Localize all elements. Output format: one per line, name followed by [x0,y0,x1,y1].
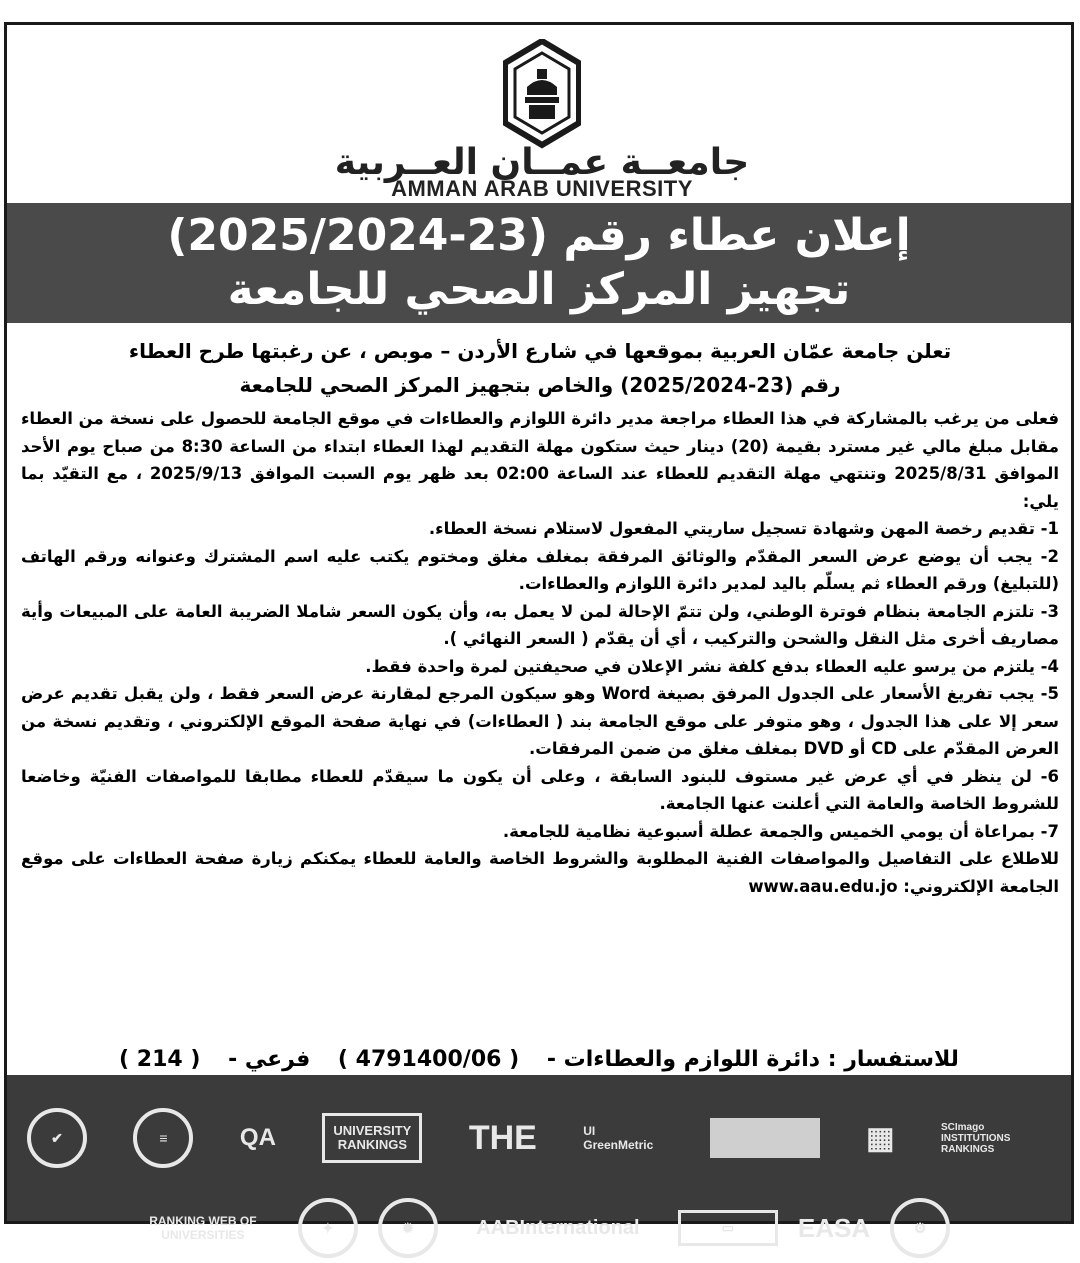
contact-ext-label: فرعي - [228,1047,311,1072]
easa-logo: EASA [797,1212,871,1243]
rankings-row [27,1193,1051,1263]
ranking-gear-icon: ⚙ [890,1198,950,1258]
the-logo: THE [468,1118,537,1157]
building-logo-icon: ▦ [866,1121,895,1155]
logo-english-name: AMMAN ARAB UNIVERSITY [391,176,693,201]
condition-item: 5- يجب تفريغ الأسعار على الجدول المرفق بصيغة Word وهو سيكون المرجع لمقارنة عرض السعر فقط ، ولن يقبل تقديم عرض سعر إلا على هذا الجدول ، وهو متوفر على موقع الجامعة بند ( العطاءات) في نهاية صفحة الموقع الإلكتروني ، وتقديم نسخة من العرض المقدّم على CD أو DVD بمغلف مغلق من ضمن المرفقات. [21,684,1060,758]
condition-item: 1- تقديم رخصة المهن وشهادة تسجيل ساريتي المفعول لاستلام نسخة العطاء. [428,519,1059,538]
rankings-row [27,1103,1051,1173]
ranking-box-logo: ▭ [678,1210,778,1246]
ranking-badge-icon: ✔ [27,1108,87,1168]
condition-item: 6- لن ينظر في أي عرض غير مستوف للبنود السابقة ، وعلى أن يكون ما سيقدّم للعطاء مطابقا للمواصفات الفنيّة وخاضعا للشروط الخاصة والعامة التي أعلنت عنها الجامعة. [21,766,1059,813]
contact-label: للاستفسار : دائرة اللوازم والعطاءات - [546,1047,959,1072]
lead-line: رقم (23-2025/2024) والخاص بتجهيز المركز الصحي للجامعة [239,373,841,397]
condition-item: 2- يجب أن يوضع عرض السعر المقدّم والوثائق المرفقة بمغلف مغلق ومختوم يكتب عليه اسم المشترك وعنوانه ورقم الهاتف (للتبليغ) ورقم العطاء ثم يسلّم باليد لمدير دائرة اللوازم والعطاءات. [21,546,1059,593]
intro-paragraph: فعلى من يرغب بالمشاركة في هذا العطاء مراجعة مدير دائرة اللوازم والعطاءات في موقع الجامعة للحصول على نسخة من العطاء مقابل مبلغ مالي غير مسترد بقيمة (20) دينار حيث ستكون مهلة التقديم لهذا العطاء ابتداء من الساعة 8:30 من صباح يوم الأحد الموافق 2025/8/31 وتنتهي مهلة التقديم للعطاء عند الساعة 02:00 بعد ظهر يوم السبت الموافق 2025/9/13 ، مع التقيّد بما يلي: [21,409,1060,511]
university-logo-icon [503,39,581,151]
contact-line [7,1045,1071,1075]
ranking-seal-icon: ✹ [378,1198,438,1258]
ranking-logo-faded [710,1118,820,1158]
scimago-logo: SCImago INSTITUTIONS RANKINGS [940,1121,1011,1155]
logo-area [7,25,1071,200]
webometrics-logo: RANKING WEB OF UNIVERSITIES [149,1214,257,1242]
announcement-body [21,335,1059,900]
advertisement-frame [4,22,1074,1243]
lead-line: تعلن جامعة عمّان العربية بموقعها في شارع الأردن – موبص ، عن رغبتها طرح العطاء [128,339,952,363]
logo-arabic-name: جامعــة عمــان العــربية [334,142,750,183]
title-band [7,203,1071,323]
contact-ext: ( 214 ) [119,1047,201,1072]
tender-title: إعلان عطاء رقم (23-2025/2024) [167,210,911,261]
contact-phone: ( 4791400/06 ) [337,1047,520,1072]
ranking-seal-icon: ✦ [298,1198,358,1258]
ui-greenmetric-logo: UI GreenMetric [583,1124,654,1152]
aab-international-logo: AABInternational [476,1216,640,1239]
university-rankings-logo: UNIVERSITY RANKINGS [322,1113,422,1163]
ranking-seal-icon: ≡ [133,1108,193,1168]
condition-item: 7- بمراعاة أن يومي الخميس والجمعة عطلة أسبوعية نظامية للجامعة. [502,821,1059,841]
condition-item: 3- تلتزم الجامعة بنظام فوترة الوطني، ولن تتمّ الإحالة لمن لا يعمل به، وأن يكون السعر شاملا الضريبة العامة على المبيعات وأية مصاريف أخرى مثل النقل والشحن والتركيب ، أي أن يقدّم ( السعر النهائي ). [21,601,1059,648]
qa-logo: QA [239,1124,276,1151]
rankings-footer [7,1075,1071,1243]
condition-item: 4- يلتزم من يرسو عليه العطاء بدفع كلفة نشر الإعلان في صحيفتين لمرة واحدة فقط. [365,656,1059,676]
closing-paragraph: للاطلاع على التفاصيل والمواصفات الفنية المطلوبة والشروط الخاصة والعامة للعطاء يمكنكم زيارة صفحة العطاءات على موقع الجامعة الإلكتروني: www.aau.edu.jo [21,849,1059,896]
tender-subject: تجهيز المركز الصحي للجامعة [227,264,851,315]
